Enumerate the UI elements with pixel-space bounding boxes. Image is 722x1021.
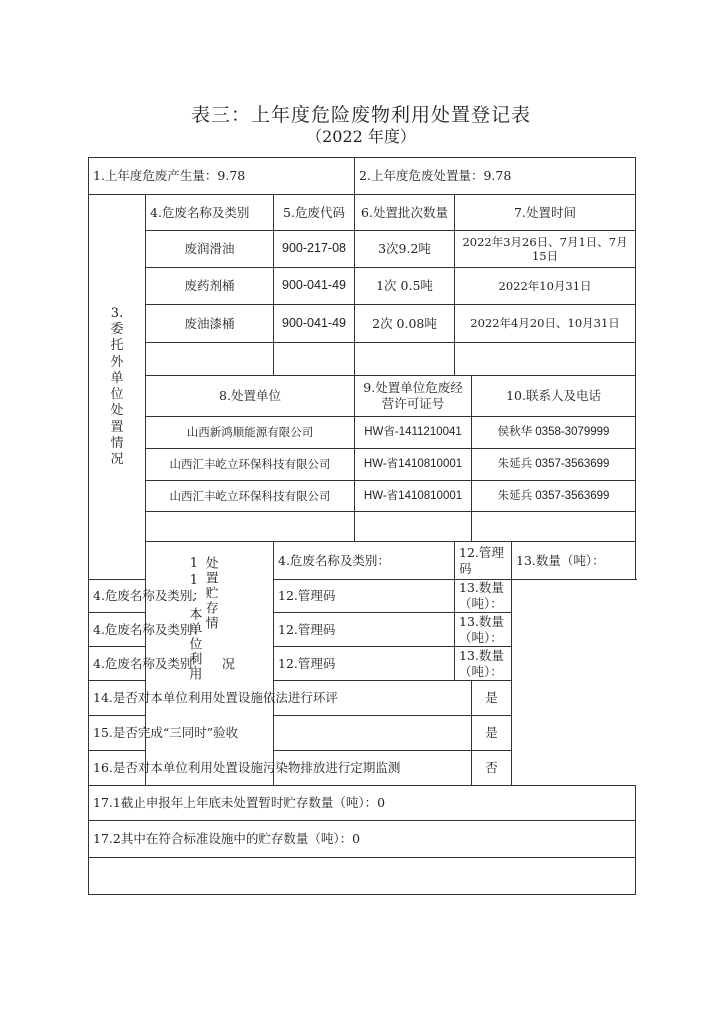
waste-code: 900-217-08 xyxy=(274,231,355,268)
disposal-time: 2022年4月20日、10月31日 xyxy=(455,305,636,343)
storage-row xyxy=(89,786,636,821)
self-label-col-2: 处置贮存情 xyxy=(202,556,218,631)
waste-name: 废药剂桶 xyxy=(146,268,274,305)
disposal-unit: 山西新鸿顺能源有限公司 xyxy=(146,417,355,449)
self-label-col-1: 11.本单位利用 xyxy=(186,556,202,682)
contact: 侯秋华 0358-3079999 xyxy=(472,417,636,449)
table-row xyxy=(89,305,636,343)
col-waste-name: 4.危废名称及类别 xyxy=(146,195,274,231)
disposal-unit: 山西汇丰屹立环保科技有限公司 xyxy=(146,481,355,512)
self-quantity: 13.数量（吨）： xyxy=(455,647,512,681)
empty-cell xyxy=(274,343,355,376)
disposal-time: 2022年3月26日、7月1日、7月15日 xyxy=(455,231,636,268)
question-answer: 否 xyxy=(472,751,512,786)
self-waste-name: 4.危废名称及类别： xyxy=(89,647,274,681)
waste-code: 900-041-49 xyxy=(274,268,355,305)
self-waste-name: 4.危废名称及类别： xyxy=(89,613,274,647)
col-waste-code: 5.危废代码 xyxy=(274,195,355,231)
disposed-amount: 2.上年度危废处置量：9.78 xyxy=(355,158,636,195)
produced-amount: 1.上年度危废产生量：9.78 xyxy=(89,158,355,195)
question-answer: 是 xyxy=(472,716,512,751)
waste-name: 废油漆桶 xyxy=(146,305,274,343)
contact: 朱延兵 0357-3563699 xyxy=(472,481,636,512)
disposal-time: 2022年10月31日 xyxy=(455,268,636,305)
blank-row xyxy=(89,858,636,895)
empty-cell xyxy=(455,343,636,376)
question-text: 16.是否对本单位利用处置设施污染物排放进行定期监测 xyxy=(89,751,472,786)
license-number: HW-省1410810001 xyxy=(355,449,472,481)
empty-cell xyxy=(355,343,455,376)
self-row xyxy=(89,647,636,681)
col-contact: 10.联系人及电话 xyxy=(472,376,636,417)
self-waste-name: 4.危废名称及类别： xyxy=(89,580,274,613)
batch-quantity: 2次 0.08吨 xyxy=(355,305,455,343)
self-waste-name: 4.危废名称及类别： xyxy=(274,542,455,580)
table-row xyxy=(89,449,636,481)
question-text: 15.是否完成“三同时”验收 xyxy=(89,716,472,751)
question-row xyxy=(89,716,636,751)
self-quantity: 13.数量（吨）： xyxy=(512,542,636,580)
self-management-code: 12.管理码 xyxy=(274,580,455,613)
table-row xyxy=(89,231,636,268)
self-management-code: 12.管理码 xyxy=(274,613,455,647)
batch-quantity: 1次 0.5吨 xyxy=(355,268,455,305)
self-quantity: 13.数量（吨）： xyxy=(455,580,512,613)
license-number: HW省-1411210041 xyxy=(355,417,472,449)
self-management-code: 12.管理码 xyxy=(455,542,512,580)
page-title: 表三：上年度危险废物利用处置登记表 xyxy=(190,104,531,126)
registration-table xyxy=(88,157,636,895)
col-batch-quantity: 6.处置批次数量 xyxy=(355,195,455,231)
empty-cell xyxy=(472,512,636,542)
table-row-empty xyxy=(89,512,636,542)
question-text: 14.是否对本单位利用处置设施依法进行环评 xyxy=(89,681,472,716)
self-row xyxy=(89,580,636,613)
unit-header-row xyxy=(89,376,636,417)
empty-cell xyxy=(146,512,355,542)
self-management-code: 12.管理码 xyxy=(274,647,455,681)
disposal-unit: 山西汇丰屹立环保科技有限公司 xyxy=(146,449,355,481)
table-row-empty xyxy=(89,343,636,376)
empty-cell xyxy=(146,343,274,376)
empty-cell xyxy=(355,512,472,542)
table-row xyxy=(89,417,636,449)
waste-name: 废润滑油 xyxy=(146,231,274,268)
empty-cell xyxy=(89,858,636,895)
question-row xyxy=(89,751,636,786)
contact: 朱延兵 0357-3563699 xyxy=(472,449,636,481)
table-row xyxy=(89,268,636,305)
self-quantity: 13.数量（吨）： xyxy=(455,613,512,647)
self-row xyxy=(89,542,636,580)
entrusted-header-row xyxy=(89,195,636,231)
col-disposal-time: 7.处置时间 xyxy=(455,195,636,231)
storage-row xyxy=(89,821,636,858)
entrusted-section-label: 3. 委 托 外 单 位 处 置 情 况 xyxy=(89,195,146,580)
summary-row xyxy=(89,158,636,195)
question-row xyxy=(89,681,636,716)
question-answer: 是 xyxy=(472,681,512,716)
storage-unprocessed: 17.1截止申报年上年底未处置暂时贮存数量（吨）：0 xyxy=(89,786,636,821)
table-row xyxy=(89,481,636,512)
page-subtitle: （2022 年度） xyxy=(306,127,416,146)
self-label-col-3: 况 xyxy=(218,657,234,672)
batch-quantity: 3次9.2吨 xyxy=(355,231,455,268)
storage-compliant: 17.2其中在符合标准设施中的贮存数量（吨）：0 xyxy=(89,821,636,858)
self-row xyxy=(89,613,636,647)
col-license-number: 9.处置单位危废经营许可证号 xyxy=(355,376,472,417)
waste-code: 900-041-49 xyxy=(274,305,355,343)
col-disposal-unit: 8.处置单位 xyxy=(146,376,355,417)
license-number: HW-省1410810001 xyxy=(355,481,472,512)
